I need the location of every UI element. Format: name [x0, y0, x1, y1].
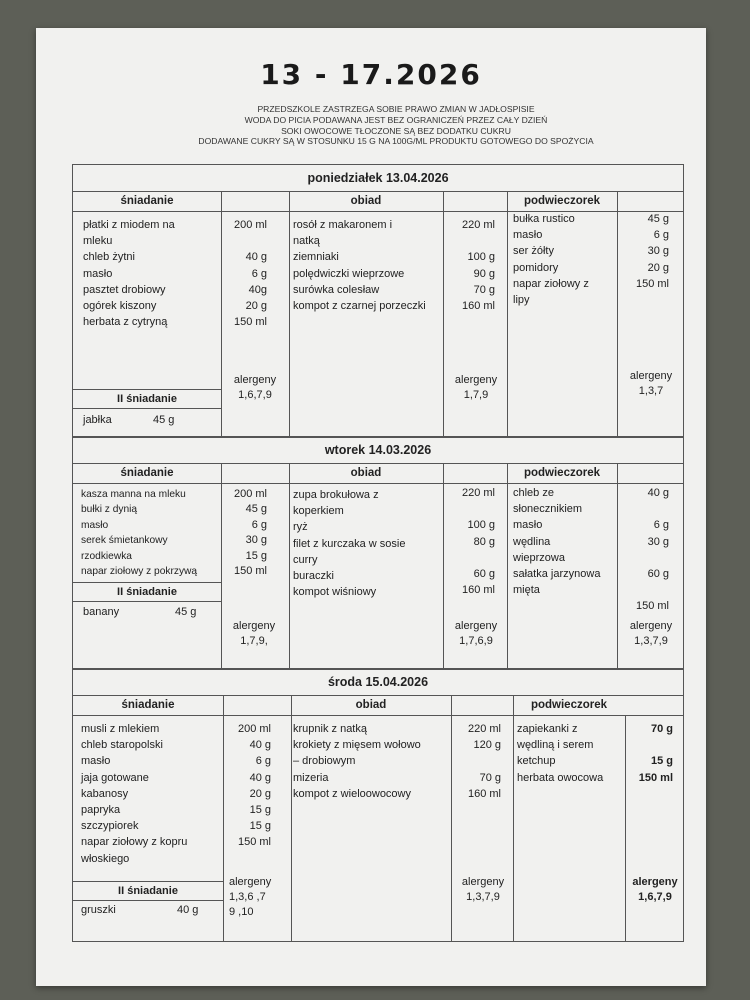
lunch-quantities: 220 ml 100 g 90 g 70 g 160 ml: [461, 219, 495, 313]
notes-block: [156, 104, 636, 147]
divider: [625, 715, 626, 941]
day-title: poniedziałek 13.04.2026: [73, 165, 683, 192]
day-tuesday: [72, 436, 684, 670]
divider: [451, 695, 452, 941]
divider: [223, 695, 224, 941]
snack-header: podwieczorek: [507, 463, 617, 484]
divider: [443, 191, 444, 437]
lunch-items: krupnik z natką krokiety z mięsem wołowo – drobiowym mizeria kompot z wieloowocowy: [293, 723, 421, 800]
snack-header: podwieczorek: [507, 191, 617, 212]
divider: [221, 463, 222, 669]
divider: [73, 881, 223, 882]
divider: [73, 483, 683, 484]
snack-items: bułka rustico masło ser żółty pomidory napar ziołowy z lipy: [513, 213, 589, 307]
second-breakfast-header: II śniadanie: [118, 885, 178, 897]
divider: [73, 582, 221, 583]
lunch-header: obiad: [289, 463, 443, 484]
second-breakfast-item: gruszki: [81, 904, 116, 916]
second-breakfast-header: II śniadanie: [117, 393, 177, 405]
divider: [617, 191, 618, 437]
breakfast-quantities: 200 ml 40 g 6 g 40g 20 g 150 ml: [233, 219, 267, 329]
second-breakfast-qty: 40 g: [177, 904, 199, 916]
snack-quantities: 45 g 6 g 30 g 20 g 150 ml: [635, 213, 669, 290]
divider: [289, 463, 290, 669]
note-line: SOKI OWOCOWE TŁOCZONE SĄ BEZ DODATKU CUKRU: [281, 125, 511, 136]
divider: [73, 900, 223, 901]
second-breakfast-qty: 45 g: [153, 414, 175, 426]
snack-allergens: alergeny 1,6,7,9: [632, 876, 678, 903]
lunch-allergens: alergeny 1,7,6,9: [454, 620, 498, 647]
breakfast-items: płatki z miodem na mleku chleb żytni masło pasztet drobiowy ogórek kiszony herbata z cytryną: [83, 219, 175, 329]
breakfast-header: śniadanie: [73, 191, 221, 212]
note-line: WODA DO PICIA PODAWANA JEST BEZ OGRANICZEŃ PRZEZ CAŁY DZIEŃ: [244, 114, 548, 125]
lunch-allergens: alergeny 1,7,9: [454, 374, 498, 401]
lunch-quantities: 220 ml 100 g 80 g 60 g 160 ml: [461, 487, 495, 597]
second-breakfast-item: banany: [83, 606, 120, 618]
snack-quantities: 40 g 6 g 30 g 60 g 150 ml: [635, 487, 669, 613]
snack-header: podwieczorek: [513, 695, 625, 716]
divider: [73, 715, 683, 716]
lunch-quantities: 220 ml 120 g 70 g 160 ml: [467, 723, 501, 800]
divider: [289, 191, 290, 437]
lunch-items: zupa brokułowa z koperkiem ryż filet z kurczaka w sosie curry buraczki kompot wiśniowy: [293, 489, 406, 599]
divider: [507, 463, 508, 669]
lunch-header: obiad: [291, 695, 451, 716]
lunch-items: rosół z makaronem i natką ziemniaki polędwiczki wieprzowe surówka colesław kompot z czarnej porzeczki: [293, 219, 426, 313]
note-line: DODAWANE CUKRY SĄ W STOSUNKU 15 G NA 100G/ML PRODUKTU GOTOWEGO DO SPOŻYCIA: [198, 136, 594, 147]
lunch-header: obiad: [289, 191, 443, 212]
breakfast-quantities: 200 ml 40 g 6 g 40 g 20 g 15 g 15 g 150 ml: [237, 723, 271, 849]
day-title: środa 15.04.2026: [73, 669, 683, 696]
divider: [221, 191, 222, 437]
day-wednesday: [72, 668, 684, 942]
page-title: 13 - 17.2026: [260, 58, 482, 91]
snack-items: chleb ze słonecznikiem masło wędlina wieprzowa sałatka jarzynowa mięta: [513, 487, 601, 597]
day-monday: [72, 164, 684, 438]
breakfast-items: kasza manna na mleku bułki z dynią masło serek śmietankowy rzodkiewka napar ziołowy z pokrzywą: [81, 489, 198, 578]
breakfast-quantities: 200 ml 45 g 6 g 30 g 15 g 150 ml: [233, 488, 267, 578]
second-breakfast-item: jabłka: [83, 414, 112, 426]
second-breakfast-header: II śniadanie: [117, 586, 177, 598]
breakfast-header: śniadanie: [73, 463, 221, 484]
divider: [443, 463, 444, 669]
divider: [617, 463, 618, 669]
day-title: wtorek 14.03.2026: [73, 437, 683, 464]
divider: [507, 191, 508, 437]
breakfast-items: musli z mlekiem chleb staropolski masło jaja gotowane kabanosy papryka szczypiorek napar ziołowy z kopru włoskiego: [81, 723, 188, 865]
snack-allergens: alergeny 1,3,7,9: [629, 620, 673, 647]
divider: [73, 601, 221, 602]
breakfast-header: śniadanie: [73, 695, 223, 716]
breakfast-allergens: alergeny 1,3,6 ,7 9 ,10: [229, 876, 272, 918]
snack-allergens: alergeny 1,3,7: [629, 370, 673, 397]
note-line: PRZEDSZKOLE ZASTRZEGA SOBIE PRAWO ZMIAN W JADŁOSPISIE: [257, 104, 535, 114]
breakfast-allergens: alergeny 1,7,9,: [232, 620, 276, 647]
divider: [73, 408, 221, 409]
breakfast-allergens: alergeny 1,6,7,9: [233, 374, 277, 401]
lunch-allergens: alergeny 1,3,7,9: [461, 876, 505, 903]
snack-items: zapiekanki z wędliną i serem ketchup herbata owocowa: [517, 723, 604, 784]
second-breakfast-qty: 45 g: [175, 606, 197, 618]
menu-sheet: [36, 28, 706, 986]
divider: [73, 389, 221, 390]
snack-quantities: 70 g 15 g 150 ml: [638, 723, 673, 784]
divider: [513, 695, 514, 941]
